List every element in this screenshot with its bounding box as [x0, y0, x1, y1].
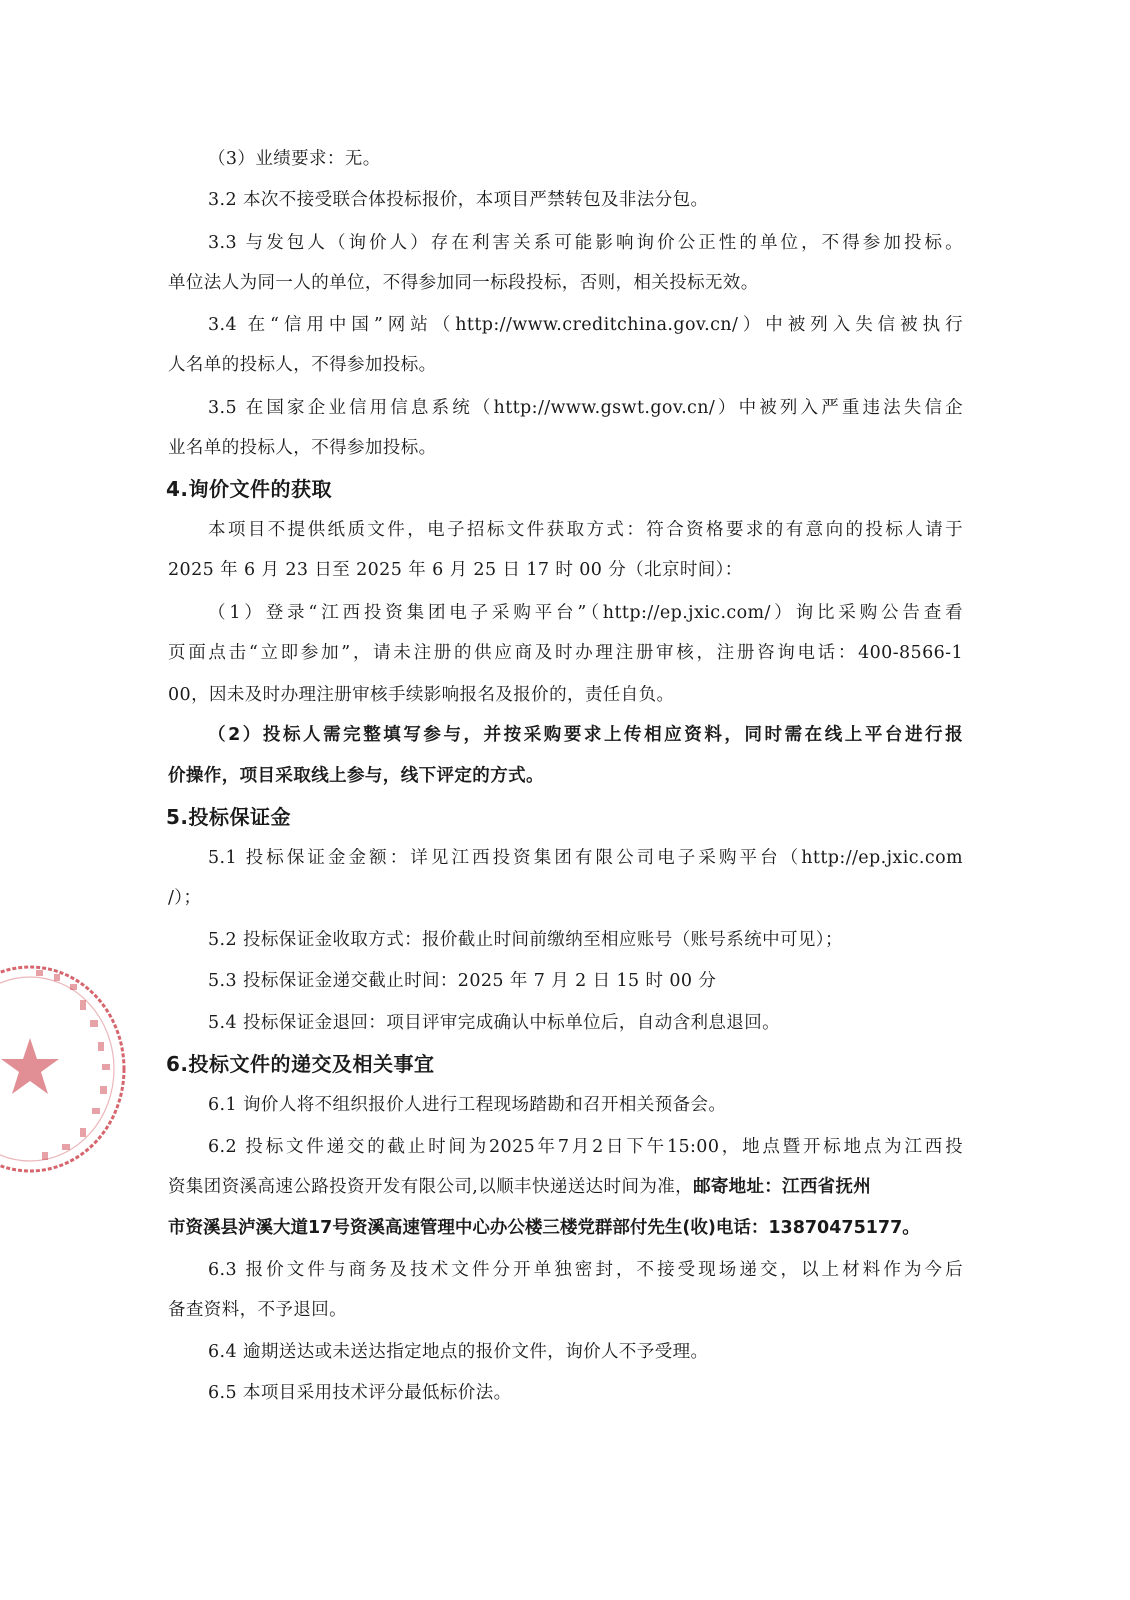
- clause-5-1-line2: /）；: [168, 888, 202, 908]
- clause-3-4-line1: 3.4 在“信用中国”网站（http://www.creditchina.gov.cn/）中被列入失信被执行: [208, 315, 963, 335]
- section-4-item2-line2: 价操作，项目采取线上参与，线下评定的方式。: [168, 766, 544, 786]
- clause-5-2: 5.2 投标保证金收取方式：报价截止时间前缴纳至相应账号（账号系统中可见）；: [208, 930, 843, 950]
- section-4-item2-line1: （2）投标人需完整填写参与，并按采购要求上传相应资料，同时需在线上平台进行报: [208, 725, 963, 745]
- section-4-heading: 4.询价文件的获取: [166, 477, 333, 501]
- clause-6-1: 6.1 询价人将不组织报价人进行工程现场踏勘和召开相关预备会。: [208, 1095, 727, 1115]
- section-6-heading: 6.投标文件的递交及相关事宜: [166, 1052, 435, 1076]
- section-4-intro-line1: 本项目不提供纸质文件，电子招标文件获取方式：符合资格要求的有意向的投标人请于: [208, 520, 963, 540]
- clause-6-3-line1: 6.3 报价文件与商务及技术文件分开单独密封，不接受现场递交，以上材料作为今后: [208, 1260, 963, 1280]
- performance-requirement: （3）业绩要求：无。: [208, 149, 381, 169]
- clause-6-2-line3: 市资溪县泸溪大道17号资溪高速管理中心办公楼三楼党群部付先生(收)电话：13870475177。: [168, 1218, 920, 1238]
- section-4-item1-line1: （1）登录“江西投资集团电子采购平台”（http://ep.jxic.com/）询比采购公告查看: [208, 603, 963, 623]
- clause-3-2: 3.2 本次不接受联合体投标报价，本项目严禁转包及非法分包。: [208, 190, 709, 210]
- clause-6-2-line1: 6.2 投标文件递交的截止时间为2025年7月2日下午15:00，地点暨开标地点为江西投: [208, 1137, 963, 1157]
- clause-6-2-line2-normal: 资集团资溪高速公路投资开发有限公司,以顺丰快递送达时间为准，: [168, 1177, 694, 1197]
- section-4-item1-line3: 00，因未及时办理注册审核手续影响报名及报价的，责任自负。: [168, 685, 675, 705]
- clause-3-3-line1: 3.3 与发包人（询价人）存在利害关系可能影响询价公正性的单位，不得参加投标。: [208, 233, 963, 253]
- section-5-heading: 5.投标保证金: [166, 805, 292, 829]
- clause-3-3-line2: 单位法人为同一人的单位，不得参加同一标段投标，否则，相关投标无效。: [168, 273, 759, 293]
- clause-3-5-line2: 业名单的投标人，不得参加投标。: [168, 438, 437, 458]
- clause-3-5-line1: 3.5 在国家企业信用信息系统（http://www.gswt.gov.cn/）中被列入严重违法失信企: [208, 398, 963, 418]
- clause-6-3-line2: 备查资料，不予退回。: [168, 1300, 347, 1320]
- clause-6-2-mailing-address-label: 邮寄地址：江西省抚州: [693, 1177, 872, 1197]
- clause-5-4: 5.4 投标保证金退回：项目评审完成确认中标单位后，自动含利息退回。: [208, 1013, 780, 1033]
- clause-5-3: 5.3 投标保证金递交截止时间：2025 年 7 月 2 日 15 时 00 分: [208, 971, 717, 991]
- section-4-item1-line2: 页面点击“立即参加”，请未注册的供应商及时办理注册审核，注册咨询电话：400-8566-1: [168, 643, 963, 663]
- clause-6-4: 6.4 逾期送达或未送达指定地点的报价文件，询价人不予受理。: [208, 1342, 709, 1362]
- clause-5-1-line1: 5.1 投标保证金金额：详见江西投资集团有限公司电子采购平台（http://ep.jxic.com: [208, 848, 963, 868]
- clause-6-5: 6.5 本项目采用技术评分最低标价法。: [208, 1383, 512, 1403]
- section-4-intro-line2: 2025 年 6 月 23 日至 2025 年 6 月 25 日 17 时 00 分（北京时间）：: [168, 560, 743, 580]
- official-seal-stamp: [0, 960, 130, 1178]
- clause-6-2-line2: [168, 1175, 963, 1199]
- clause-3-4-line2: 人名单的投标人，不得参加投标。: [168, 355, 437, 375]
